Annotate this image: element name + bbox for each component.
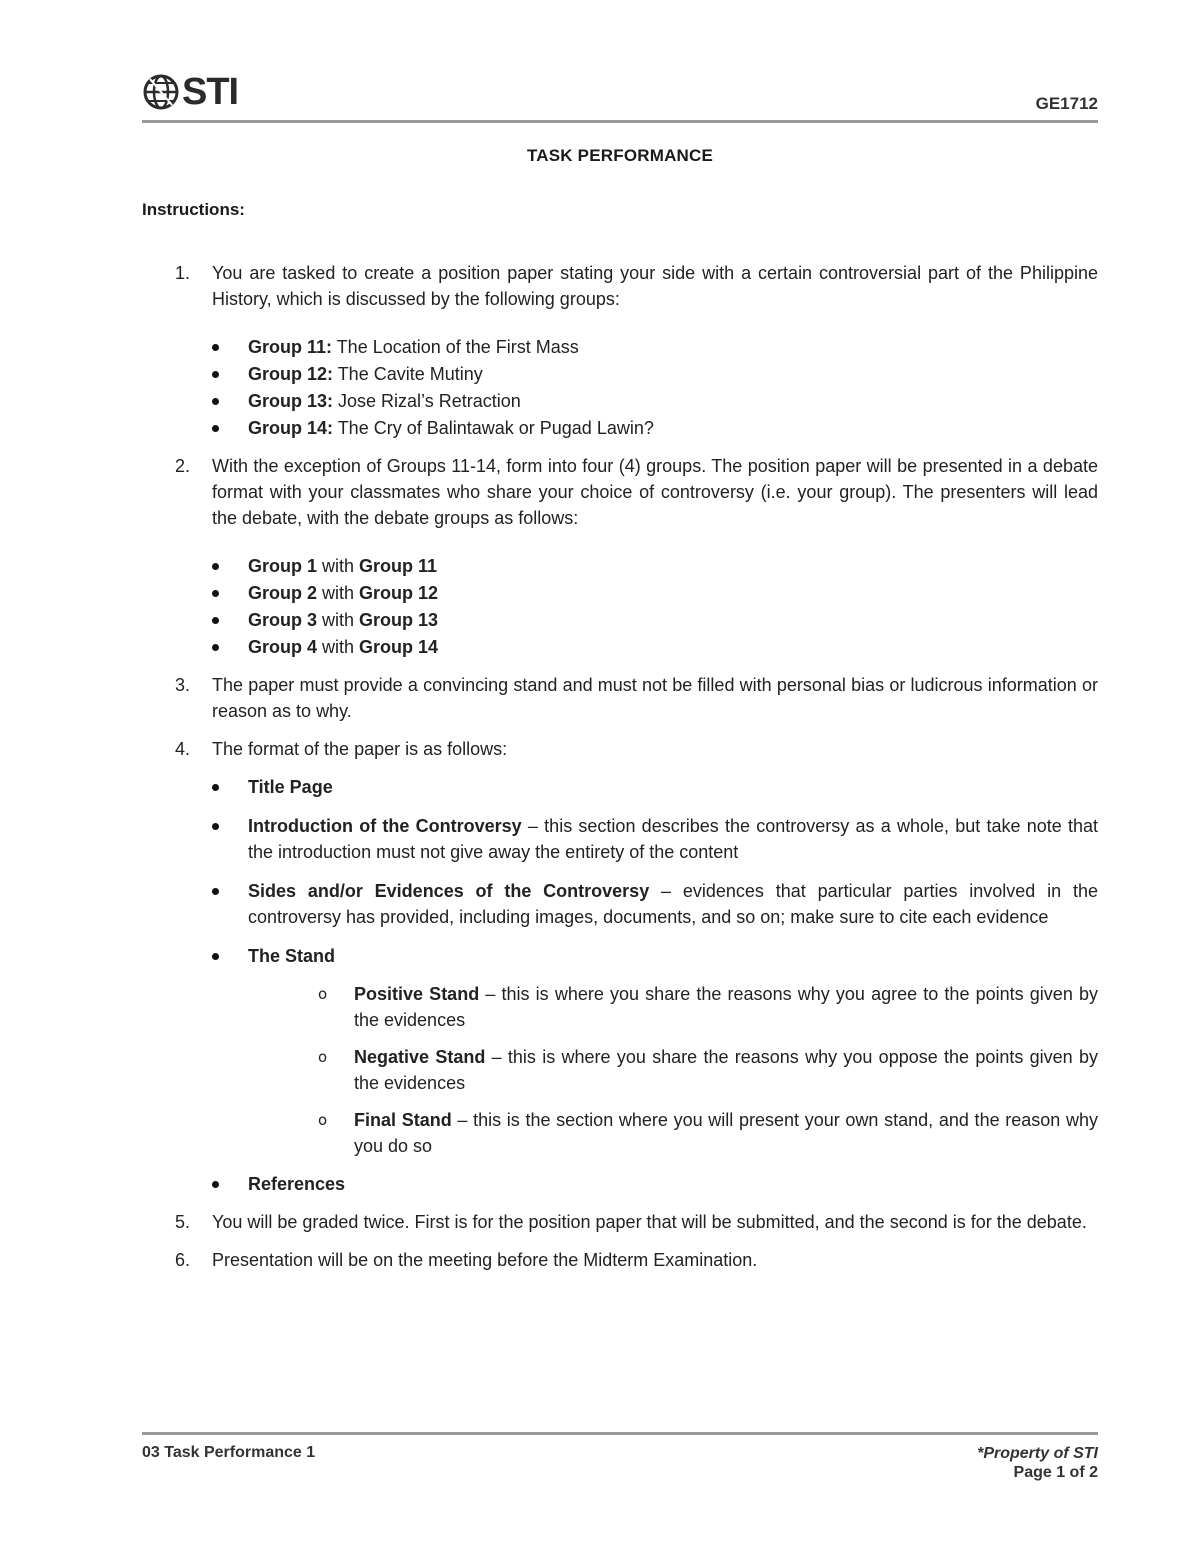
bullet-icon xyxy=(212,784,219,791)
document-code: GE1712 xyxy=(1035,94,1098,113)
list-item: o Negative Stand – this is where you share the reasons why you oppose the points given by the evidences xyxy=(142,1044,1098,1096)
instruction-item-3: 3. The paper must provide a convincing stand and must not be filled with personal bias or ludicrous information or reason as to why. xyxy=(175,675,1098,721)
bullet-icon xyxy=(212,371,219,378)
bullet-icon xyxy=(212,425,219,432)
footer-right xyxy=(977,1444,1098,1482)
list-item: The Stand xyxy=(142,943,1098,969)
list-item: Introduction of the Controversy – this section describes the controversy as a whole, but take note that the introduction must not give away the entirety of the content xyxy=(142,813,1098,865)
list-item: Group 4 with Group 14 xyxy=(142,634,1098,661)
bullet-icon xyxy=(212,563,219,570)
bullet-icon xyxy=(212,398,219,405)
list-item: Group 2 with Group 12 xyxy=(142,580,1098,607)
bullet-icon xyxy=(212,953,219,960)
circle-bullet-icon: o xyxy=(318,985,328,1003)
list-item: References xyxy=(142,1171,1098,1197)
circle-bullet-icon: o xyxy=(318,1111,328,1129)
page-number: Page 1 of 2 xyxy=(1013,1464,1098,1481)
instruction-item-2: 2. With the exception of Groups 11-14, form into four (4) groups. The position paper will be presented in a debate format with your classmates who share your choice of controversy (i.e. your group). The presenters will lead the debate, with the debate groups as follows: xyxy=(175,456,1098,528)
instructions-body xyxy=(142,260,1098,1273)
circle-bullet-icon: o xyxy=(318,1048,328,1066)
instruction-item-5: 5. You will be graded twice. First is for the position paper that will be submitted, and the second is for the debate. xyxy=(175,1212,1087,1232)
list-item: o Final Stand – this is the section where you will present your own stand, and the reason why you do so xyxy=(142,1107,1098,1159)
list-item: Title Page xyxy=(142,774,1098,800)
bullet-icon xyxy=(212,644,219,651)
list-item: Group 13: Jose Rizal’s Retraction xyxy=(142,388,1098,415)
controversy-list xyxy=(142,334,1098,442)
list-item: Group 11: The Location of the First Mass xyxy=(142,334,1098,361)
page-title: TASK PERFORMANCE xyxy=(526,146,714,165)
bullet-icon xyxy=(212,1181,219,1188)
property-notice: *Property of STI xyxy=(977,1445,1098,1462)
footer-divider xyxy=(142,1432,1098,1435)
debate-pairs-list xyxy=(142,553,1098,661)
bullet-icon xyxy=(212,590,219,597)
header-divider xyxy=(142,120,1098,123)
list-item: Sides and/or Evidences of the Controversy – evidences that particular parties involved in the controversy has provided, including images, documents, and so on; make sure to cite each evidence xyxy=(142,878,1098,930)
instruction-item-6: 6. Presentation will be on the meeting before the Midterm Examination. xyxy=(175,1250,758,1270)
list-item: Group 1 with Group 11 xyxy=(142,553,1098,580)
list-item: Group 3 with Group 13 xyxy=(142,607,1098,634)
bullet-icon xyxy=(212,617,219,624)
bullet-icon xyxy=(212,888,219,895)
logo-text: STI xyxy=(182,70,239,113)
bullet-icon xyxy=(212,823,219,830)
footer-course-label: 03 Task Performance 1 xyxy=(142,1444,316,1461)
references-list xyxy=(142,1171,1098,1197)
stand-sublist xyxy=(142,981,1098,1159)
list-item: Group 12: The Cavite Mutiny xyxy=(142,361,1098,388)
list-item: Group 14: The Cry of Balintawak or Pugad Lawin? xyxy=(142,415,1098,442)
instruction-item-4: 4. The format of the paper is as follows: xyxy=(175,739,508,759)
sti-logo xyxy=(142,72,238,112)
format-list xyxy=(142,774,1098,969)
instruction-item-1: 1. You are tasked to create a position paper stating your side with a certain controversial part of the Philippine History, which is discussed by the following groups: xyxy=(175,263,1098,309)
list-item: o Positive Stand – this is where you share the reasons why you agree to the points given by the evidences xyxy=(142,981,1098,1033)
instructions-heading: Instructions: xyxy=(142,200,245,219)
globe-icon xyxy=(142,73,180,111)
bullet-icon xyxy=(212,344,219,351)
